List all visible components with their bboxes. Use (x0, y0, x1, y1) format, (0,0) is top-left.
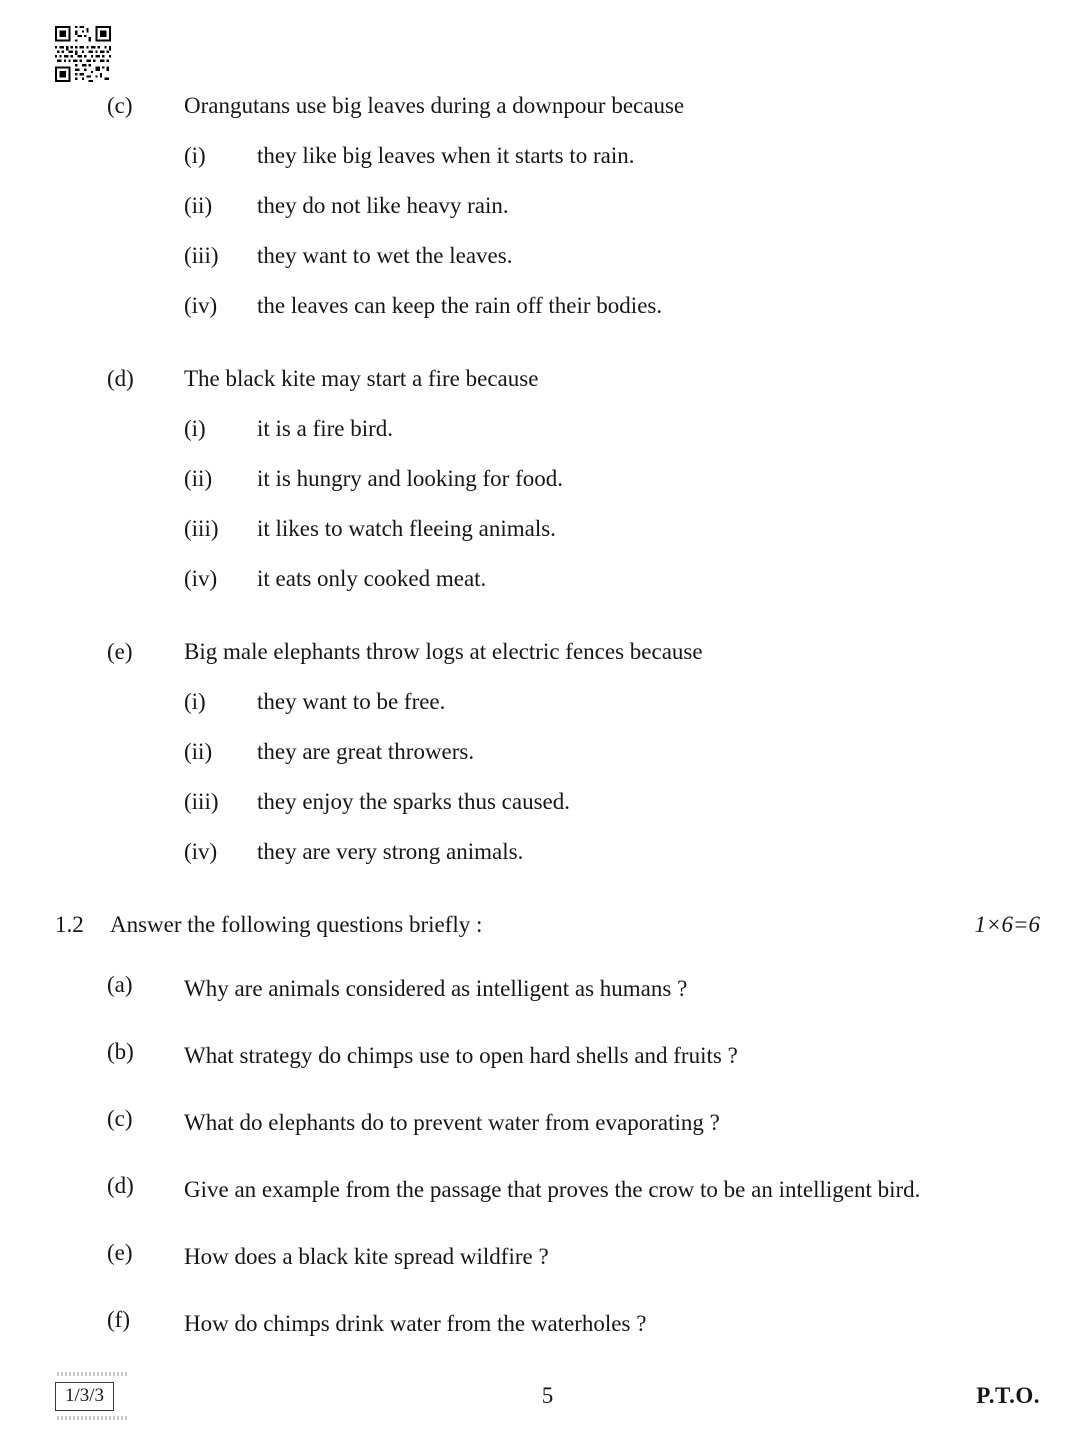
option-text: they enjoy the sparks thus caused. (257, 788, 570, 814)
option-row (184, 465, 1040, 494)
sub-question (107, 1105, 1040, 1141)
sub-question-text: What strategy do chimps use to open hard shells and fruits ? (184, 1042, 738, 1068)
pto-label: P.T.O. (976, 1383, 1040, 1409)
sub-question (107, 1306, 1040, 1342)
option-row (184, 838, 1040, 867)
option-text: it likes to watch fleeing animals. (257, 515, 556, 541)
sub-question-label: (f) (107, 1307, 130, 1333)
option-row (184, 515, 1040, 544)
option-numeral: (i) (184, 142, 206, 168)
option-numeral: (ii) (184, 465, 213, 491)
sub-question-text: Why are animals considered as intelligent as humans ? (184, 975, 688, 1001)
sub-question-label: (e) (107, 1239, 133, 1265)
page-footer (55, 1381, 1040, 1411)
paper-code-box (55, 1381, 114, 1411)
option-text: they do not like heavy rain. (257, 192, 509, 218)
section-marks: 1×6=6 (974, 911, 1040, 937)
sub-question-label: (d) (107, 1172, 134, 1198)
question-label: (e) (107, 638, 133, 664)
sub-question (107, 1239, 1040, 1275)
option-text: they want to be free. (257, 688, 446, 714)
section-title: Answer the following questions briefly : (110, 911, 483, 937)
option-numeral: (iv) (184, 292, 218, 318)
option-text: they are very strong animals. (257, 838, 524, 864)
option-row (184, 292, 1040, 321)
question-text: Big male elephants throw logs at electric fences because (184, 638, 703, 664)
option-row (184, 738, 1040, 767)
option-row (184, 415, 1040, 444)
sub-question (107, 971, 1040, 1007)
sub-question-text: How do chimps drink water from the waterholes ? (184, 1311, 647, 1337)
question-text: The black kite may start a fire because (184, 365, 539, 391)
option-row (184, 788, 1040, 817)
option-row (184, 142, 1040, 171)
option-numeral: (i) (184, 415, 206, 441)
option-numeral: (iii) (184, 242, 219, 268)
qr-code (55, 26, 111, 82)
page-number: 5 (541, 1383, 554, 1409)
question-label: (c) (107, 93, 133, 118)
option-numeral: (iv) (184, 838, 218, 864)
question-text: Orangutans use big leaves during a downpour because (184, 93, 685, 118)
sub-question-text: How does a black kite spread wildfire ? (184, 1243, 549, 1269)
section-number: 1.2 (55, 911, 84, 937)
option-row (184, 242, 1040, 271)
option-numeral: (i) (184, 688, 206, 714)
sub-question (107, 1038, 1040, 1074)
sub-question-label: (c) (107, 1105, 133, 1131)
section-heading (55, 911, 1040, 940)
sub-question (107, 1172, 1040, 1208)
option-row (184, 688, 1040, 717)
option-numeral: (iii) (184, 788, 219, 814)
option-numeral: (iv) (184, 565, 218, 591)
option-text: they are great throwers. (257, 738, 475, 764)
sub-question-label: (b) (107, 1038, 134, 1064)
question-label: (d) (107, 365, 134, 391)
option-row (184, 192, 1040, 221)
option-row (184, 565, 1040, 594)
mcq-question-d (55, 365, 1040, 594)
option-text: it is a fire bird. (257, 415, 394, 441)
sub-question-label: (a) (107, 971, 133, 997)
mcq-question-c (55, 92, 1040, 321)
option-numeral: (iii) (184, 515, 219, 541)
option-numeral: (ii) (184, 192, 213, 218)
option-text: the leaves can keep the rain off their bodies. (257, 292, 663, 318)
option-text: it eats only cooked meat. (257, 565, 487, 591)
option-text: they want to wet the leaves. (257, 242, 513, 268)
qr-code-graphic (55, 26, 111, 82)
mcq-question-e (55, 638, 1040, 867)
paper-code: 1/3/3 (55, 1382, 114, 1411)
section-1-2 (55, 911, 1040, 1343)
option-text: they like big leaves when it starts to rain. (257, 142, 635, 168)
sub-question-text: Give an example from the passage that proves the crow to be an intelligent bird. (184, 1176, 921, 1202)
sub-question-text: What do elephants do to prevent water from evaporating ? (184, 1109, 720, 1135)
option-text: it is hungry and looking for food. (257, 465, 563, 491)
option-numeral: (ii) (184, 738, 213, 764)
